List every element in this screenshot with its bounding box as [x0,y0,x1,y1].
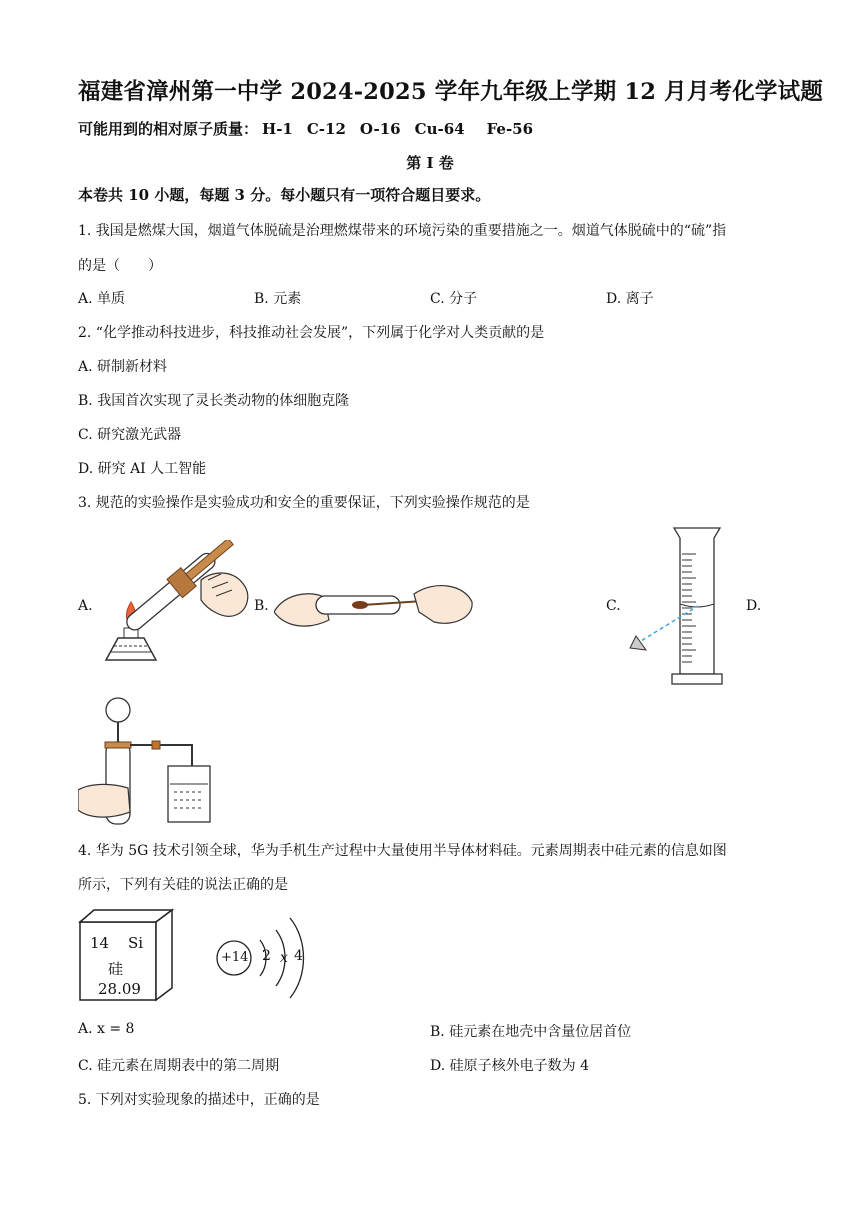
q1-option-a: A. 单质 [78,291,126,307]
q1-stem-line2: 的是（ ） [78,258,162,274]
page-title: 福建省漳州第一中学 2024-2025 学年九年级上学期 12 月月考化学试题 [78,79,824,105]
element-name: 硅 [108,960,124,978]
q4-option-a: A. x = 8 [78,1021,135,1037]
q4-stem-line1: 4. 华为 5G 技术引领全球，华为手机生产过程中大量使用半导体材料硅。元素周期表中硅元素的信息如图 [78,843,727,859]
q4-option-d: D. 硅原子核外电子数为 4 [430,1058,589,1074]
q2-option-c: C. 研究激光武器 [78,427,182,443]
shell-2-electrons: x [280,950,288,966]
heating-test-tube-figure [96,540,256,675]
mass-o: O-16 [359,120,401,138]
q1-option-b: B. 元素 [254,291,302,307]
q2-option-d: D. 研究 AI 人工智能 [78,461,207,477]
q2-stem: 2. “化学推动科技进步，科技推动社会发展”，下列属于化学对人类贡献的是 [78,325,545,341]
q2-option-a: A. 研制新材料 [78,359,168,375]
q4-option-b: B. 硅元素在地壳中含量位居首位 [430,1024,632,1040]
shell-1-electrons: 2 [262,948,271,964]
atomic-masses-label: 可能用到的相对原子质量： [78,120,259,138]
atom-structure-diagram [214,912,314,1002]
q3-label-b: B. [254,598,269,614]
q2-option-b: B. 我国首次实现了灵长类动物的体细胞克隆 [78,393,350,409]
q3-label-c: C. [606,598,621,614]
shell-3-electrons: 4 [294,948,303,964]
q1-option-c: C. 分子 [430,291,478,307]
atomic-number: 14 [90,934,110,952]
q5-stem: 5. 下列对实验现象的描述中，正确的是 [78,1092,320,1108]
q3-stem: 3. 规范的实验操作是实验成功和安全的重要保证，下列实验操作规范的是 [78,495,530,511]
element-symbol: Si [128,934,144,952]
q4-stem-line2: 所示，下列有关硅的说法正确的是 [78,877,288,893]
graduated-cylinder-figure [622,524,732,690]
atomic-masses [78,118,547,139]
horizontal-tube-spatula-figure [274,572,474,642]
q3-label-d: D. [746,598,762,614]
mass-c: C-12 [306,120,346,138]
mass-cu: Cu-64 [414,120,465,138]
q1-stem-line1: 1. 我国是燃煤大国，烟道气体脱硫是治理燃煤带来的环境污染的重要措施之一。烟道气体脱硫中的“硫”指 [78,223,727,239]
q1-option-d: D. 离子 [606,291,654,307]
silicon-element-card [78,908,174,1002]
q4-option-c: C. 硅元素在周期表中的第二周期 [78,1058,280,1074]
airtightness-check-figure [78,692,228,832]
section-instructions: 本卷共 10 小题，每题 3 分。每小题只有一项符合题目要求。 [78,186,491,204]
mass-fe: Fe-56 [486,120,534,138]
mass-h: H-1 [262,120,293,138]
nucleus-charge: +14 [221,950,249,965]
q3-label-a: A. [78,598,93,614]
volume-heading: 第 I 卷 [406,154,454,172]
atomic-mass: 28.09 [98,980,141,998]
